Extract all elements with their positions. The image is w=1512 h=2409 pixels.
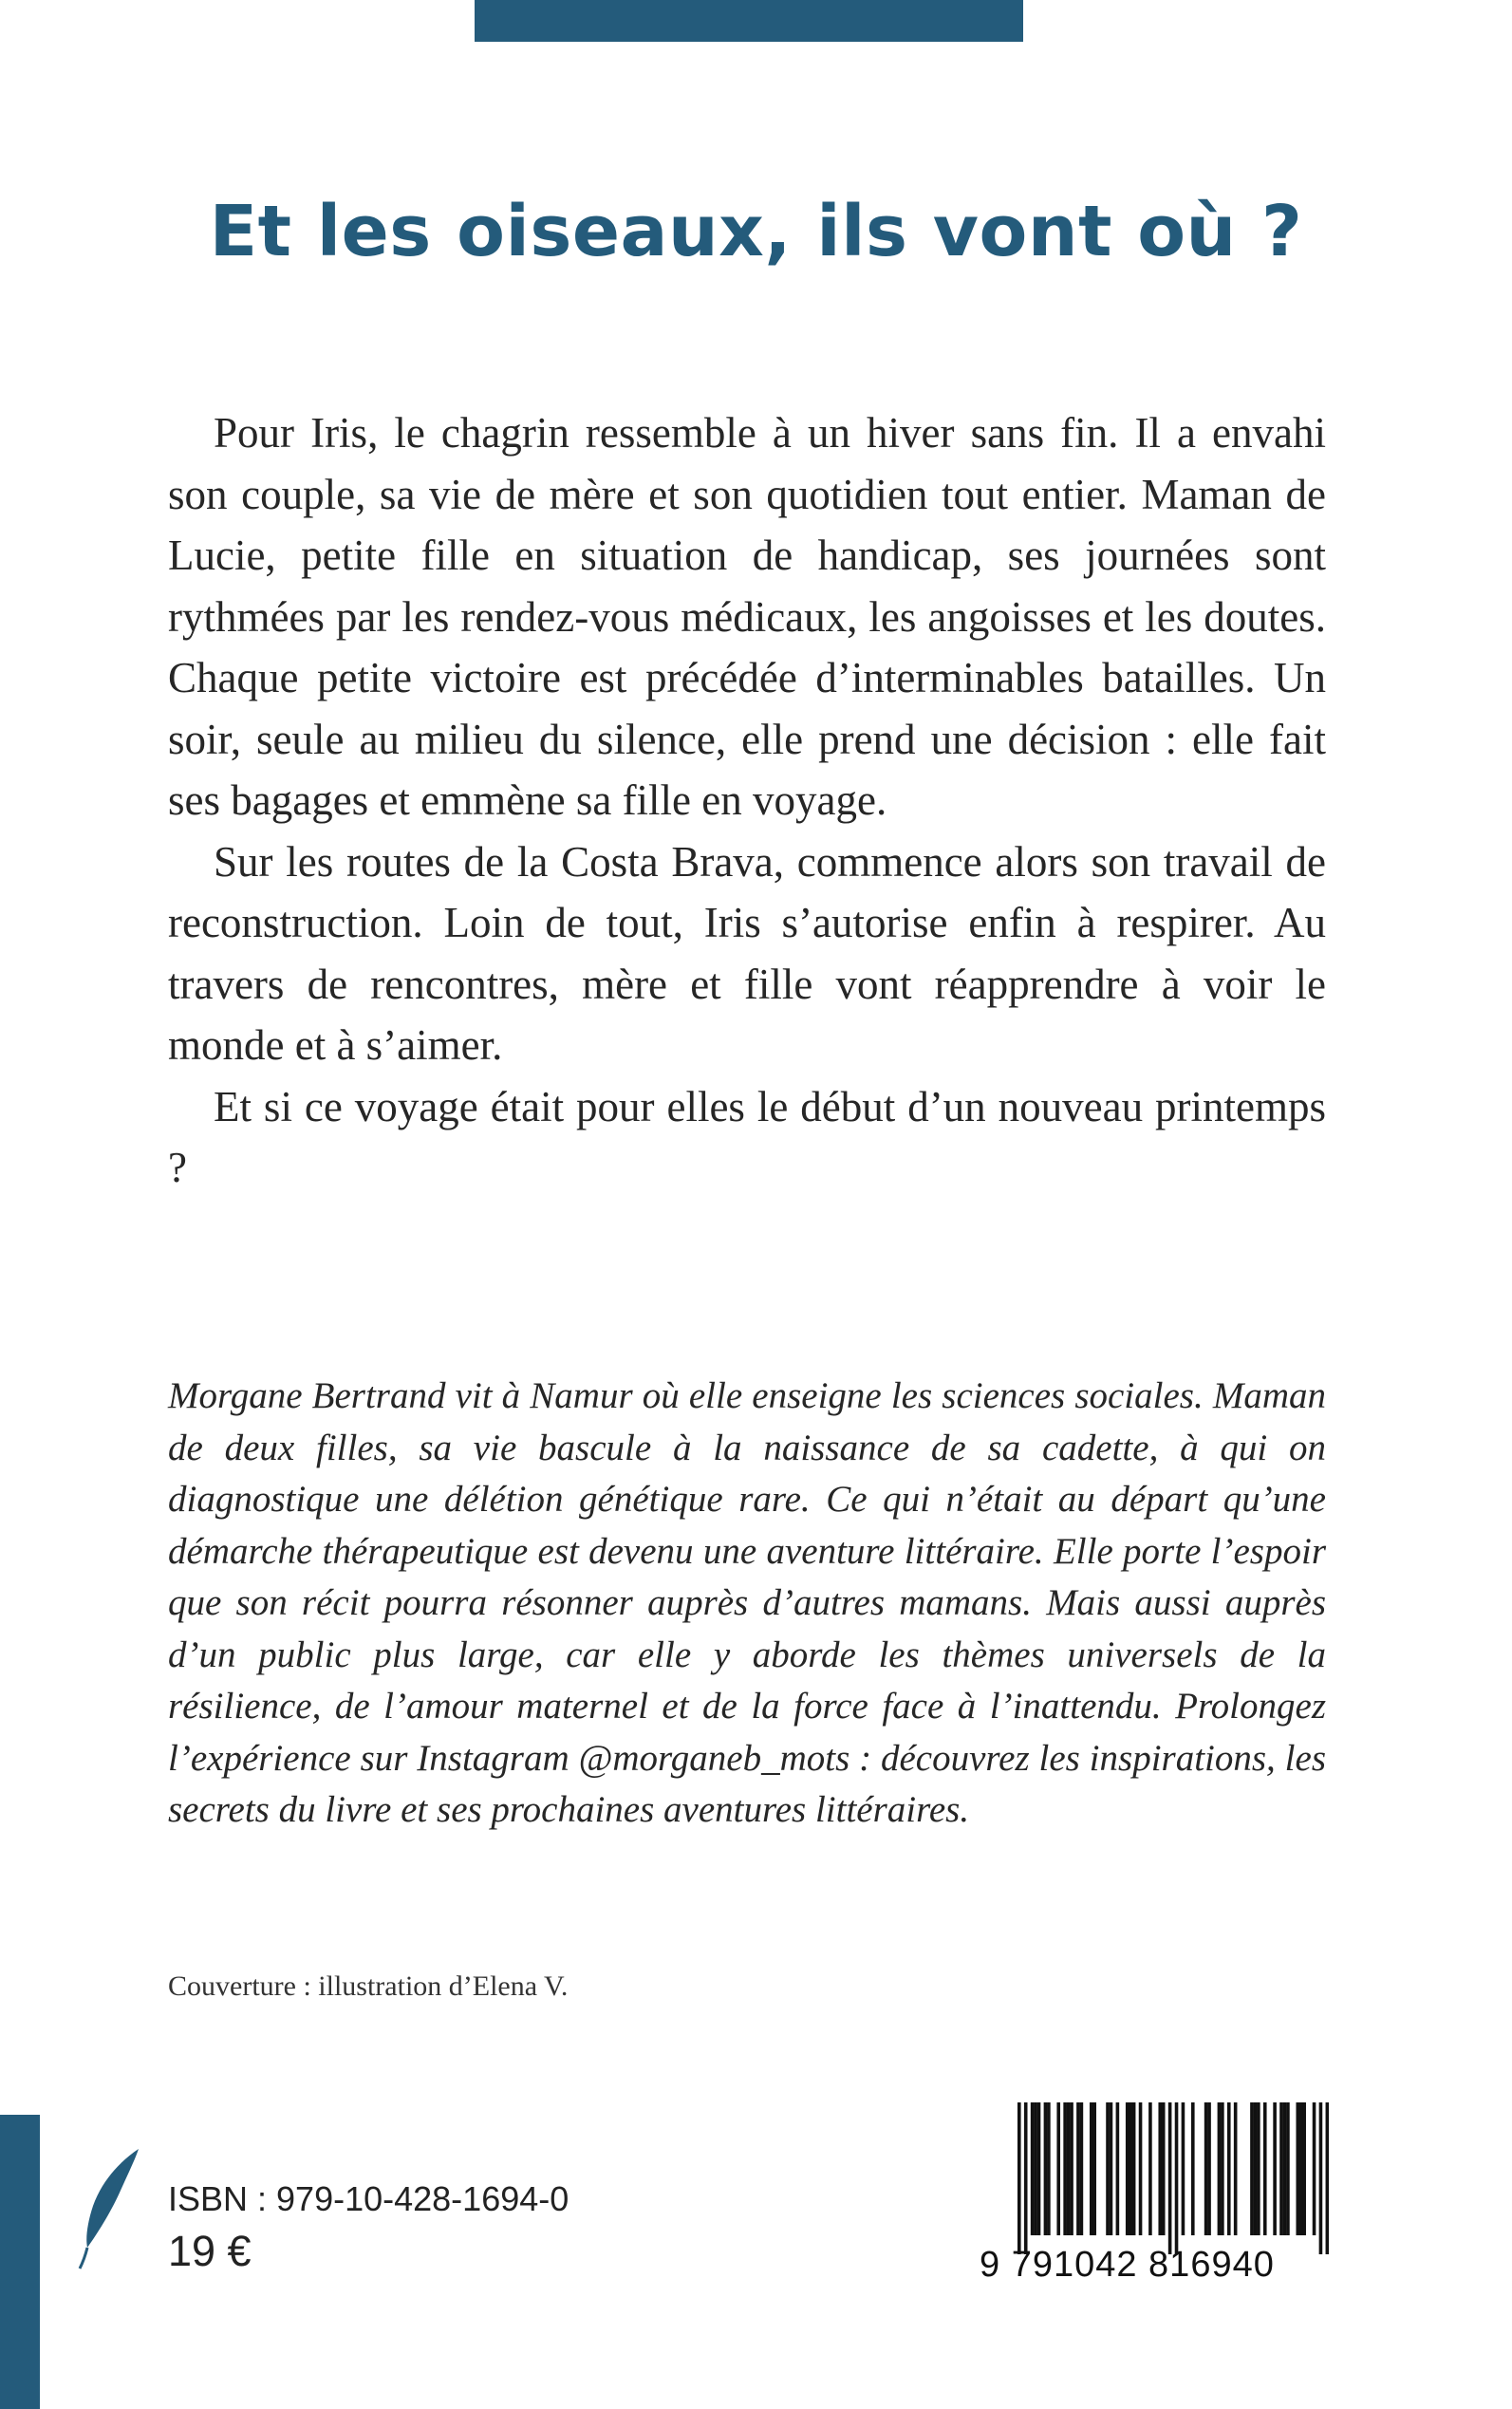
barcode-bar [1218,2102,1222,2235]
barcode-bar [1080,2102,1084,2235]
barcode-bar [1286,2102,1290,2235]
barcode-bar [1207,2102,1211,2235]
barcode-bar [1191,2102,1195,2235]
barcode-bar [1148,2102,1152,2235]
barcode-bar [1158,2102,1162,2235]
barcode-bar [1092,2102,1096,2235]
side-accent-bar [0,2115,40,2409]
barcode-bar [1090,2102,1093,2235]
barcode-bar [1204,2102,1208,2235]
barcode-bar [1296,2102,1299,2235]
synopsis-paragraph: Et si ce voyage était pour elles le début d’un nouveau printemps ? [168,1082,1326,1191]
barcode [980,2102,1329,2288]
top-accent-bar [475,0,1023,42]
barcode-bar [1076,2102,1080,2235]
synopsis-paragraph: Sur les routes de la Costa Brava, commence alors son travail de reconstruction. Loin de tout, Iris s’autorise enfin à respirer. Au travers de rencontres, mère et fille vont réapprendre à voir le monde et à s’aimer. [168,837,1326,1069]
barcode-bar [1326,2102,1329,2254]
barcode-bar [1063,2102,1067,2235]
barcode-bar [1034,2102,1037,2235]
barcode-bar [1116,2102,1120,2235]
barcode-bar [1302,2102,1306,2235]
barcode-bar [1132,2102,1136,2235]
barcode-bar [1110,2102,1113,2235]
barcode-bar [1024,2102,1028,2254]
book-title: Et les oiseaux, ils vont où ? [209,191,1303,272]
price: 19 € [168,2227,252,2275]
barcode-bar [1037,2102,1041,2235]
barcode-bar [1182,2102,1185,2235]
barcode-bar [1129,2102,1132,2235]
barcode-bar [1250,2102,1254,2235]
synopsis-paragraph: Pour Iris, le chagrin ressemble à un hiver sans fin. Il a envahi son couple, sa vie de mère et son quotidien tout entier. Maman de Lucie, petite fille en situation de handicap, ses journées sont rythmées par les rendez-vous médicaux, les angoisses et les doutes. Chaque petite victoire est précédée d’interminables batailles. Un soir, seule au milieu du silence, elle prend une décision : elle fait ses bagages et emmène sa fille en voyage. [168,409,1326,824]
isbn: ISBN : 979-10-428-1694-0 [168,2179,569,2218]
barcode-bar [1279,2102,1283,2235]
barcode-bar [1175,2102,1179,2254]
barcode-digits: 9 791042 816940 [980,2245,1275,2285]
cover-credit: Couverture : illustration d’Elena V. [168,1970,569,2002]
barcode-bar [1168,2102,1172,2254]
barcode-bar [1227,2102,1231,2235]
barcode-bar [1031,2102,1035,2235]
barcode-bar [1273,2102,1277,2235]
barcode-bar [1017,2102,1021,2254]
barcode-bar [1047,2102,1051,2235]
barcode-bar [1263,2102,1267,2235]
barcode-bar [1257,2102,1260,2235]
barcode-bar [1254,2102,1258,2235]
barcode-bar [1106,2102,1110,2235]
barcode-bar [1070,2102,1073,2235]
barcode-bar [1162,2102,1166,2235]
synopsis [168,402,1326,1199]
barcode-bar [1221,2102,1224,2235]
barcode-bar [1139,2102,1143,2235]
barcode-bar [1126,2102,1129,2235]
barcode-bar [1067,2102,1071,2235]
feather-icon [78,2147,140,2270]
barcode-bar [1056,2102,1060,2235]
barcode-bar [1313,2102,1316,2235]
barcode-bar [1319,2102,1323,2254]
barcode-bars [1017,2102,1329,2254]
barcode-bar [1044,2102,1048,2235]
author-bio: Morgane Bertrand vit à Namur où elle enseigne les sciences sociales. Maman de deux filles, sa vie bascule à la naissance de sa cadette, à qui on diagnostique une délétion génétique rare. Ce qui n’était au départ qu’une démarche thérapeutique est devenu une aventure littéraire. Elle porte l’espoir que son récit pourra résonner auprès d’autres mamans. Mais aussi auprès d’un public plus large, car elle y aborde les thèmes universels de la résilience, de l’amour maternel et de la force face à l’inattendu. Prolongez l’expérience sur Instagram @morganeb_mots : découvrez les inspirations, les secrets du livre et ses prochaines aventures littéraires. [168,1375,1326,1830]
barcode-bar [1299,2102,1303,2235]
barcode-bar [1283,2102,1287,2235]
barcode-bar [1234,2102,1238,2235]
